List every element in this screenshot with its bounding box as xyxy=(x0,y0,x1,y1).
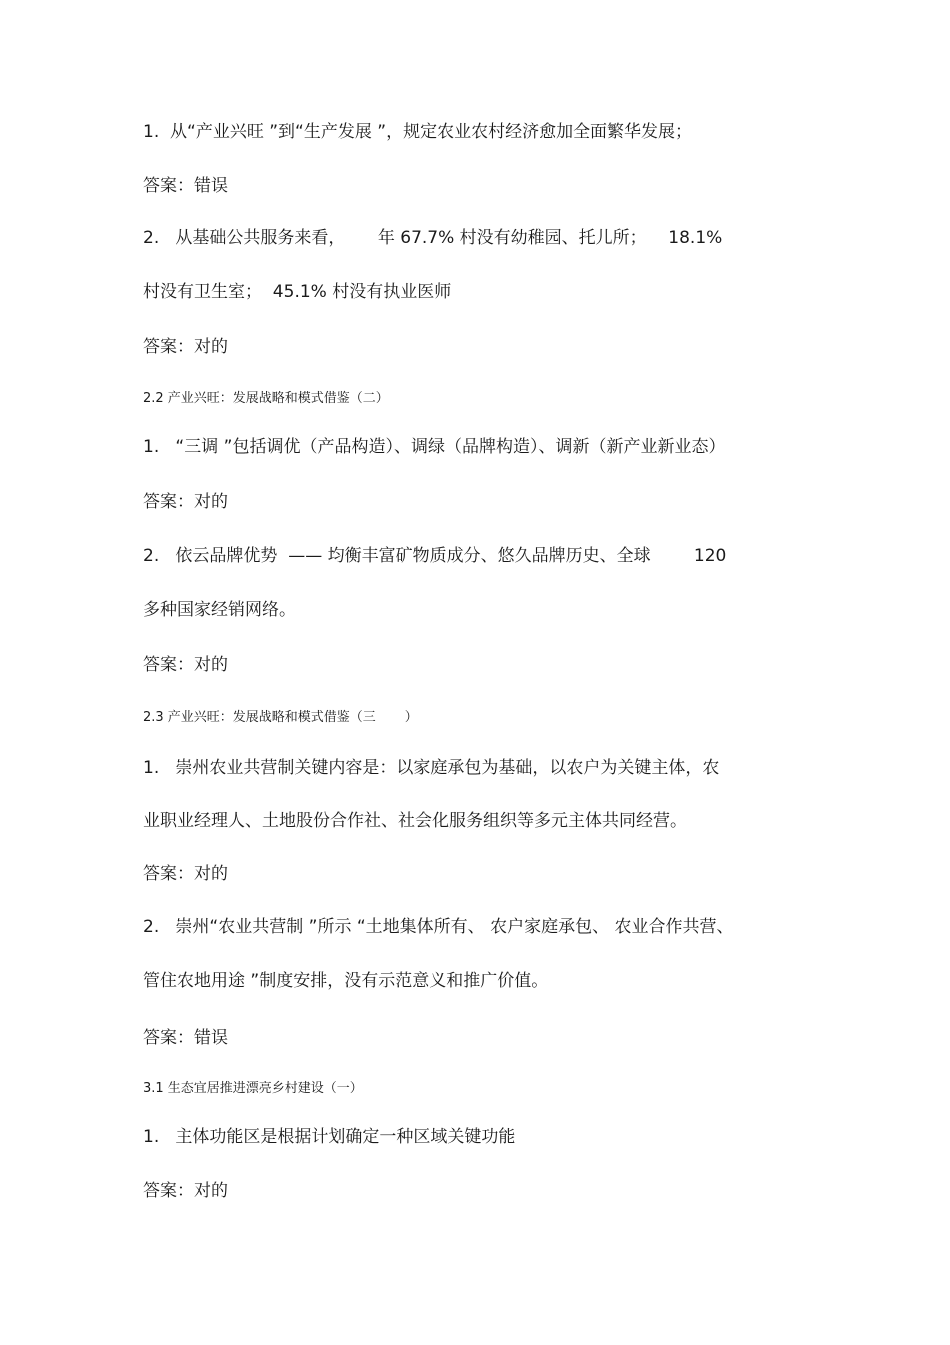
answer-text: 答案：对的 xyxy=(143,655,228,675)
question-text: 2. 从基础公共服务来看， 年 67.7% 村没有幼稚园、托儿所； 18.1% xyxy=(143,228,723,248)
question-text: 业职业经理人、土地股份合作社、社会化服务组织等多元主体共同经营。 xyxy=(143,811,687,831)
answer-text: 答案：对的 xyxy=(143,337,228,357)
section-heading: 2.3 产业兴旺：发展战略和模式借鉴（三 ） xyxy=(143,710,418,725)
answer-text: 答案：错误 xyxy=(143,176,228,196)
question-text: 村没有卫生室； 45.1% 村没有执业医师 xyxy=(143,282,452,302)
question-text: 1. 主体功能区是根据计划确定一种区域关键功能 xyxy=(143,1127,516,1147)
answer-text: 答案：对的 xyxy=(143,864,228,884)
section-heading: 2.2 产业兴旺：发展战略和模式借鉴（二） xyxy=(143,391,389,406)
answer-text: 答案：错误 xyxy=(143,1028,228,1048)
question-text: 管住农地用途 ”制度安排，没有示范意义和推广价值。 xyxy=(143,971,549,991)
question-text: 多种国家经销网络。 xyxy=(143,600,296,620)
answer-text: 答案：对的 xyxy=(143,492,228,512)
section-heading: 3.1 生态宜居推进漂亮乡村建设（一） xyxy=(143,1081,363,1096)
question-text: 2. 崇州“农业共营制 ”所示 “土地集体所有、 农户家庭承包、 农业合作共营、 xyxy=(143,917,734,937)
question-text: 1. 从“产业兴旺 ”到“生产发展 ”，规定农业农村经济愈加全面繁华发展； xyxy=(143,122,693,142)
question-text: 1. “三调 ”包括调优（产品构造）、调绿（品牌构造）、调新（新产业新业态） xyxy=(143,437,726,457)
question-text: 1. 崇州农业共营制关键内容是：以家庭承包为基础，以农户为关键主体，农 xyxy=(143,758,720,778)
answer-text: 答案：对的 xyxy=(143,1181,228,1201)
question-text: 2. 依云品牌优势 —— 均衡丰富矿物质成分、悠久品牌历史、全球 120 xyxy=(143,546,727,566)
